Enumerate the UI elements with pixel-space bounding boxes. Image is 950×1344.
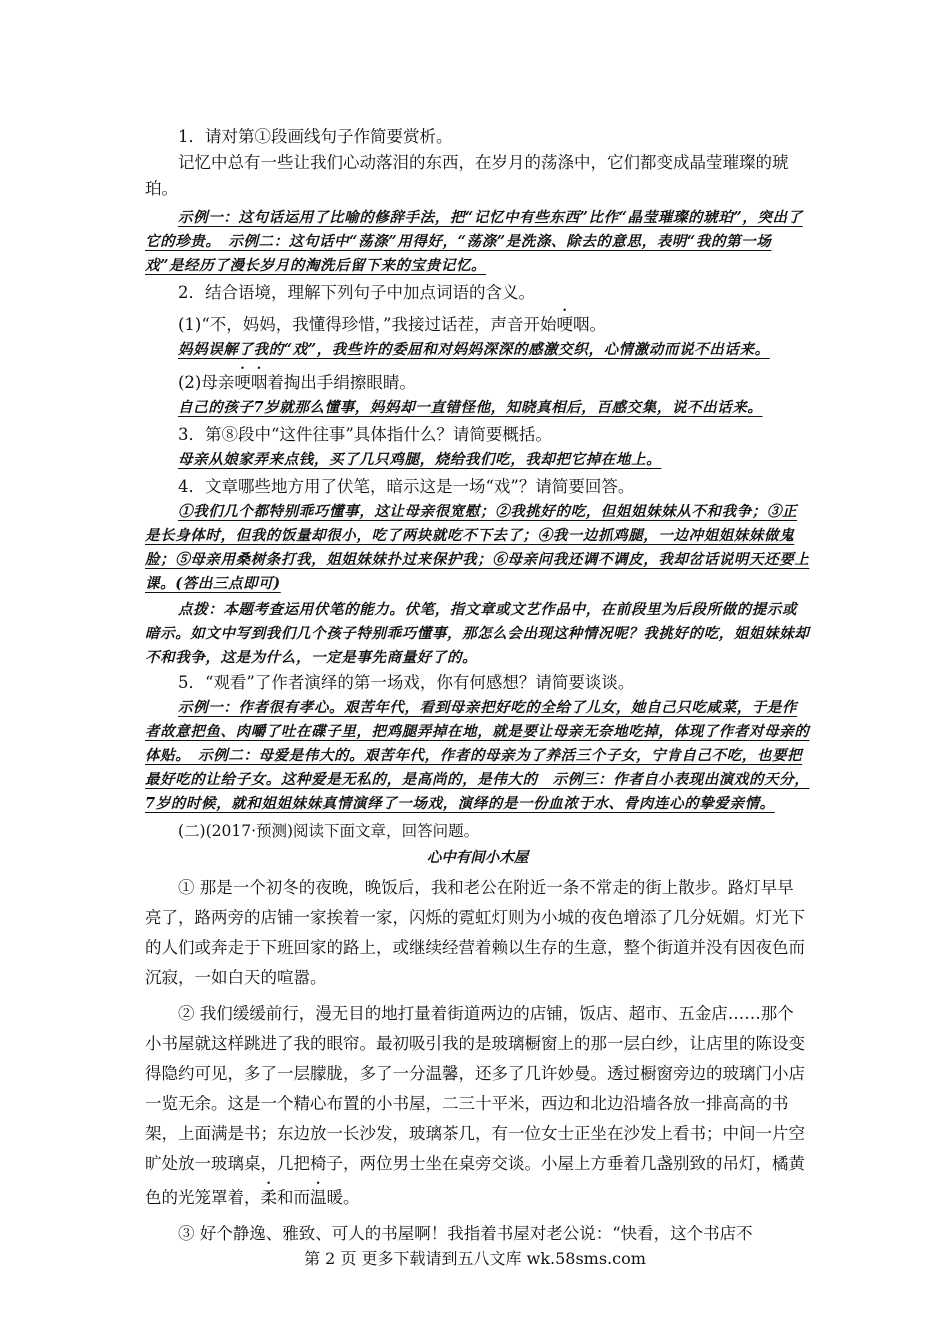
page-footer: 第 2 页 更多下载请到五八文库 wk.58sms.com — [304, 1249, 646, 1268]
article-paragraph-3: ③ 好个静逸、雅致、可人的书屋啊！我指着书屋对老公说：“快看，这个书店不 — [178, 1224, 753, 1243]
article-title: 心中有间小木屋 — [426, 849, 529, 866]
q1-prompt: 1．请对第①段画线句子作简要赏析。 — [178, 127, 453, 146]
q1-quote: 记忆中总有一些让我们心动落泪的东西，在岁月的荡涤中，它们都变成晶莹璀璨的琥珀。 — [145, 153, 789, 198]
q3-answer: 母亲从娘家弄来点钱，买了几只鸡腿，烧给我们吃，我却把它掉在地上。 — [178, 451, 662, 468]
q4-prompt: 4．文章哪些地方用了伏笔，暗示这是一场“戏”？请简要回答。 — [178, 477, 635, 496]
q2-sentence-1: (1)“不，妈妈，我懂得珍惜，”我接过话茬，声音开始哽咽。 — [178, 315, 606, 334]
q4-answer: ①我们几个都特别乖巧懂事，这让母亲很宽慰；②我挑好的吃，但姐姐妹妹从不和我争；③正是长身体时，但我的饭量却很小，吃了两块就吃不下去了；④我一边抓鸡腿，一边冲姐姐妹妹做鬼脸；⑤母亲用桑树条打我，姐姐妹妹扑过来保护我；⑥母亲问我还调不调皮，我却岔话说明天还要上课。(答出三点即可) — [145, 503, 810, 592]
q2-prompt: 2．结合语境，理解下列句子中加点词语的含义。 — [178, 283, 535, 302]
q2-answer-1: 妈妈误解了我的“戏”，我些许的委屈和对妈妈深深的感激交织，心情激动而说不出话来。 — [178, 341, 770, 358]
q2-sentence-2: (2)母亲哽咽着掏出手绢擦眼睛。 — [178, 373, 416, 392]
document-page — [145, 124, 810, 1255]
q5-answer: 示例一：作者很有孝心。艰苦年代，看到母亲把好吃的全给了儿女，她自己只吃咸菜，于是作者故意把鱼、肉嚼了吐在碟子里，把鸡腿弄掉在地，就是要让母亲无奈地吃掉，体现了作者对母亲的体贴。 示例二：母爱是伟大的。艰苦年代，作者的母亲为了养活三个子女，宁肯自己不吃，也要把最好吃的让给子女。这种爱是无私的，是高尚的，是伟大的 示例三：作者自小表现出演戏的天分，7岁的时候，就和姐姐妹妹真情演绎了一场戏，演绎的是一份血浓于水、骨肉连心的挚爱亲情。 — [145, 699, 810, 812]
q4-note: 点拨：本题考查运用伏笔的能力。伏笔，指文章或文艺作品中，在前段里为后段所做的提示或暗示。如文中写到我们几个孩子特别乖巧懂事，那怎么会出现这种情况呢？我挑好的吃，姐姐妹妹却不和我争，这是为什么，一定是事先商量好了的。 — [145, 601, 810, 666]
q5-prompt: 5．“观看”了作者演绎的第一场戏，你有何感想？请简要谈谈。 — [178, 673, 635, 692]
article-paragraph-1: ① 那是一个初冬的夜晚，晚饭后，我和老公在附近一条不常走的街上散步。路灯早早亮了，路两旁的店铺一家挨着一家，闪烁的霓虹灯则为小城的夜色增添了几分妩媚。灯光下的人们或奔走于下班回家的路上，或继续经营着赖以生存的生意，整个街道并没有因夜色而沉寂，一如白天的喧嚣。 — [145, 878, 805, 987]
q3-prompt: 3．第⑧段中“这件往事”具体指什么？请简要概括。 — [178, 425, 552, 444]
section-heading: (二)(2017·预测)阅读下面文章，回答问题。 — [178, 822, 480, 840]
q2-answer-2: 自己的孩子7岁就那么懂事，妈妈却一直错怪他，知晓真相后，百感交集，说不出话来。 — [178, 399, 763, 416]
q1-answer: 示例一：这句话运用了比喻的修辞手法，把“记忆中有些东西”比作“晶莹璀璨的琥珀”，突出了它的珍贵。 示例二：这句话中“荡涤”用得好，“荡涤”是洗涤、除去的意思，表明“我的第一场戏”是经历了漫长岁月的淘洗后留下来的宝贵记忆。 — [145, 209, 803, 274]
article-paragraph-2: ② 我们缓缓前行，漫无目的地打量着街道两边的店铺，饭店、超市、五金店……那个小书屋就这样跳进了我的眼帘。最初吸引我的是玻璃橱窗上的那一层白纱，让店里的陈设变得隐约可见，多了一层朦胧，多了一分温馨，还多了几许妙曼。透过橱窗旁边的玻璃门小店一览无余。这是一个精心布置的小书屋，二三十平米，西边和北边沿墙各放一排高高的书架，上面满是书；东边放一长沙发，玻璃茶几，有一位女士正坐在沙发上看书；中间一片空旷处放一玻璃桌，几把椅子，两位男士坐在桌旁交谈。小屋上方垂着几盏别致的吊灯，橘黄色的光笼罩着，柔和而温暖。 — [145, 1004, 805, 1207]
